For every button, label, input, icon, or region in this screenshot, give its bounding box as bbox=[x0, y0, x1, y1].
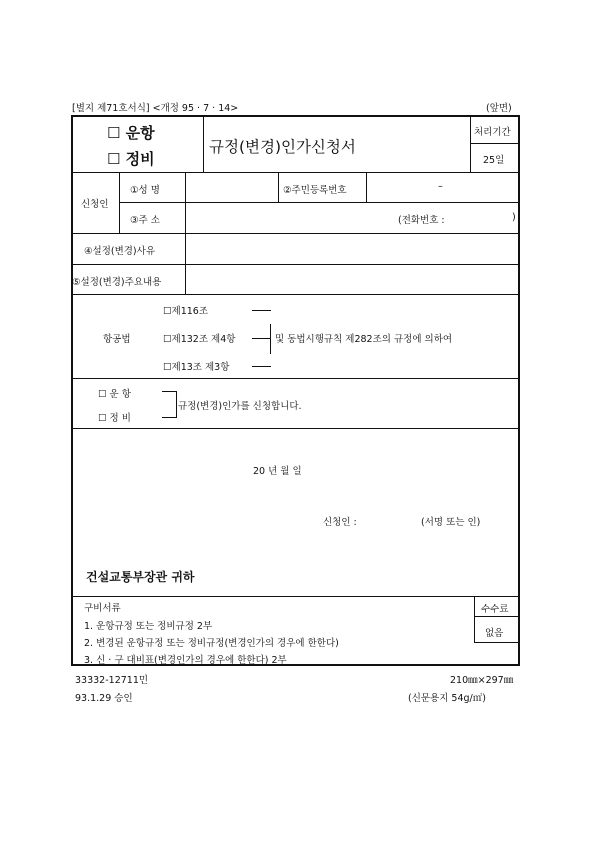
document-item: 2. 변경된 운항규정 또는 정비규정(변경인가의 경우에 한한다) bbox=[84, 638, 339, 649]
fee-label: 수수료 bbox=[481, 604, 509, 615]
reason-label: ④설정(변경)사유 bbox=[84, 246, 155, 257]
aviation-law-item-132[interactable]: ☐제132조 제4항 bbox=[163, 334, 236, 345]
content-label: ⑤설정(변경)주요내용 bbox=[72, 277, 162, 288]
request-option-maintenance[interactable]: ☐ 정 비 bbox=[98, 413, 131, 424]
processing-period-value: 25일 bbox=[483, 155, 505, 166]
frame-left bbox=[71, 115, 73, 666]
signature-hint: (서명 또는 인) bbox=[421, 517, 481, 528]
checkbox-operation[interactable]: ☐ 운항 bbox=[107, 124, 155, 142]
resident-number-label: ②주민등록번호 bbox=[283, 185, 347, 196]
form-reference: [별지 제71호서식] <개정 95 · 7 · 14> bbox=[72, 103, 239, 114]
aviation-law-item-13[interactable]: ☐제13조 제3항 bbox=[163, 362, 230, 373]
processing-period-label: 처리기간 bbox=[474, 127, 511, 138]
applicant-label: 신청인 bbox=[81, 199, 109, 210]
approval-date: 93.1.29 승인 bbox=[75, 693, 133, 704]
name-label: ①성 명 bbox=[130, 185, 160, 196]
enforcement-rule-text: 및 동법시행규칙 제282조의 규정에 의하여 bbox=[275, 334, 453, 345]
fee-value: 없음 bbox=[485, 628, 504, 639]
paper-size: 210㎜×297㎜ bbox=[450, 675, 514, 686]
signer-label: 신청인 : bbox=[323, 517, 357, 528]
document-item: 3. 신 · 구 대비표(변경인가의 경우에 한한다) 2부 bbox=[84, 655, 287, 666]
resident-number-dash: – bbox=[438, 181, 443, 192]
frame-top bbox=[71, 115, 520, 117]
phone-label: (전화번호 : bbox=[398, 215, 445, 226]
document-item: 1. 운항규정 또는 정비규정 2부 bbox=[84, 621, 213, 632]
request-bracket bbox=[162, 391, 177, 418]
form-title: 규정(변경)인가신청서 bbox=[209, 138, 356, 156]
application-date: 20 년 월 일 bbox=[253, 466, 302, 477]
request-text: 규정(변경)인가를 신청합니다. bbox=[178, 401, 302, 412]
form-code: 33332-12711민 bbox=[75, 675, 149, 686]
request-option-operation[interactable]: ☐ 운 항 bbox=[98, 389, 131, 400]
aviation-law-item-116[interactable]: ☐제116조 bbox=[163, 306, 209, 317]
address-label: ③주 소 bbox=[130, 215, 160, 226]
aviation-law-label: 항공법 bbox=[103, 334, 131, 345]
addressee: 건설교통부장관 귀하 bbox=[86, 570, 195, 584]
documents-header: 구비서류 bbox=[84, 603, 121, 614]
page-side-label: (앞면) bbox=[486, 103, 512, 114]
frame-right bbox=[518, 115, 520, 666]
checkbox-maintenance[interactable]: ☐ 정비 bbox=[107, 150, 155, 168]
paper-type: (신문용지 54g/㎡) bbox=[408, 693, 486, 704]
phone-close: ) bbox=[512, 212, 516, 223]
